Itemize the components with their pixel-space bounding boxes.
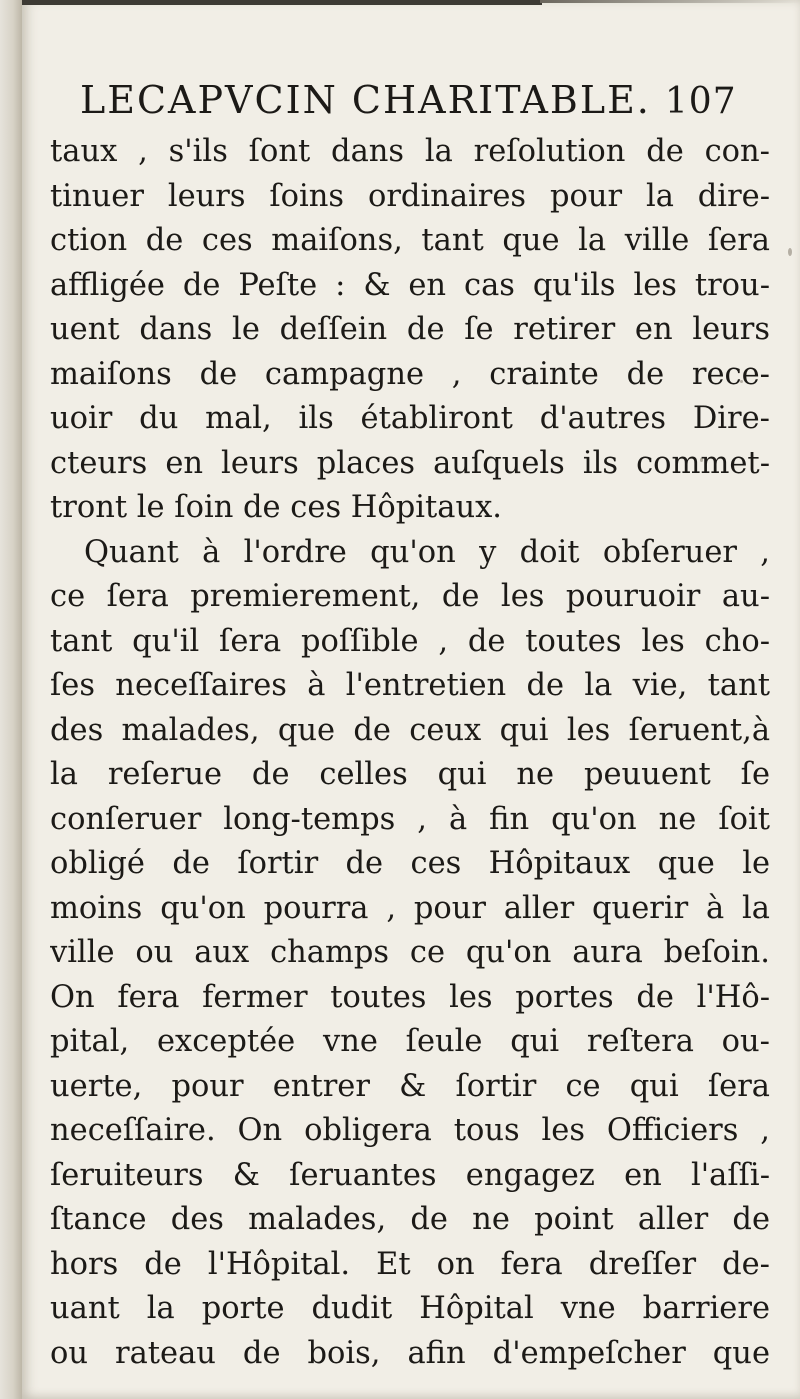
text-line: des malades, que de ceux qui les ſeruent,à bbox=[50, 712, 770, 748]
text-line: conſeruer long-temps , à fin qu'on ne ſoit bbox=[50, 801, 770, 837]
text-line: ſeruiteurs & ſeruantes engagez en l'aſſi- bbox=[50, 1157, 770, 1193]
ink-speck bbox=[788, 248, 792, 256]
text-line: uerte, pour entrer & ſortir ce qui ſera bbox=[50, 1068, 770, 1104]
text-line: tront le ſoin de ces Hôpitaux. bbox=[50, 490, 503, 525]
text-line: tant qu'il ſera poſſible , de toutes les cho- bbox=[50, 623, 770, 659]
text-line: obligé de ſortir de ces Hôpitaux que le bbox=[50, 846, 770, 881]
text-line: On fera fermer toutes les portes de l'Hô- bbox=[50, 979, 770, 1015]
text-line: affligée de Peſte : & en cas qu'ils les trou- bbox=[50, 267, 770, 303]
text-line: ſtance des malades, de ne point aller de bbox=[50, 1202, 770, 1237]
text-line: uent dans le deſſein de ſe retirer en leurs bbox=[50, 312, 770, 347]
text-line: taux , s'ils ſont dans la reſolution de con- bbox=[50, 134, 770, 169]
text-line: ou rateau de bois, afin d'empeſcher que bbox=[50, 1335, 770, 1371]
text-block bbox=[50, 70, 770, 1376]
page-gutter-edge bbox=[0, 0, 22, 1399]
text-line: neceſſaire. On obligera tous les Officiers , bbox=[50, 1113, 770, 1148]
text-line: la reſerue de celles qui ne peuuent ſe bbox=[50, 757, 770, 792]
page-number: 107 bbox=[664, 81, 737, 122]
text-line: uoir du mal, ils établiront d'autres Dire- bbox=[50, 401, 770, 436]
text-line: cteurs en leurs places auſquels ils commet- bbox=[50, 445, 770, 481]
text-line: pital, exceptée vne ſeule qui reſtera ou- bbox=[50, 1024, 770, 1059]
text-line: ville ou aux champs ce qu'on aura beſoin. bbox=[50, 935, 770, 970]
text-line: ction de ces maiſons, tant que la ville ſera bbox=[50, 223, 770, 258]
text-line: moins qu'on pourra , pour aller querir à la bbox=[50, 890, 770, 926]
page-top-border-fade bbox=[540, 0, 800, 3]
text-line: hors de l'Hôpital. Et on fera dreſſer de- bbox=[50, 1246, 770, 1282]
text-line: maiſons de campagne , crainte de rece- bbox=[50, 356, 770, 392]
text-line: uant la porte dudit Hôpital vne barriere bbox=[50, 1291, 770, 1326]
text-line: ce ſera premierement, de les pouruoir au- bbox=[50, 579, 770, 614]
running-header bbox=[80, 70, 770, 130]
running-title: LECAPVCIN CHARITABLE. bbox=[80, 78, 651, 122]
text-line: ſes neceſſaires à l'entretien de la vie, tant bbox=[50, 668, 770, 703]
text-line: tinuer leurs ſoins ordinaires pour la dire- bbox=[50, 178, 770, 214]
page-top-border bbox=[22, 0, 542, 5]
paragraph-first-line: Quant à l'ordre qu'on y doit obſeruer , bbox=[84, 534, 770, 570]
